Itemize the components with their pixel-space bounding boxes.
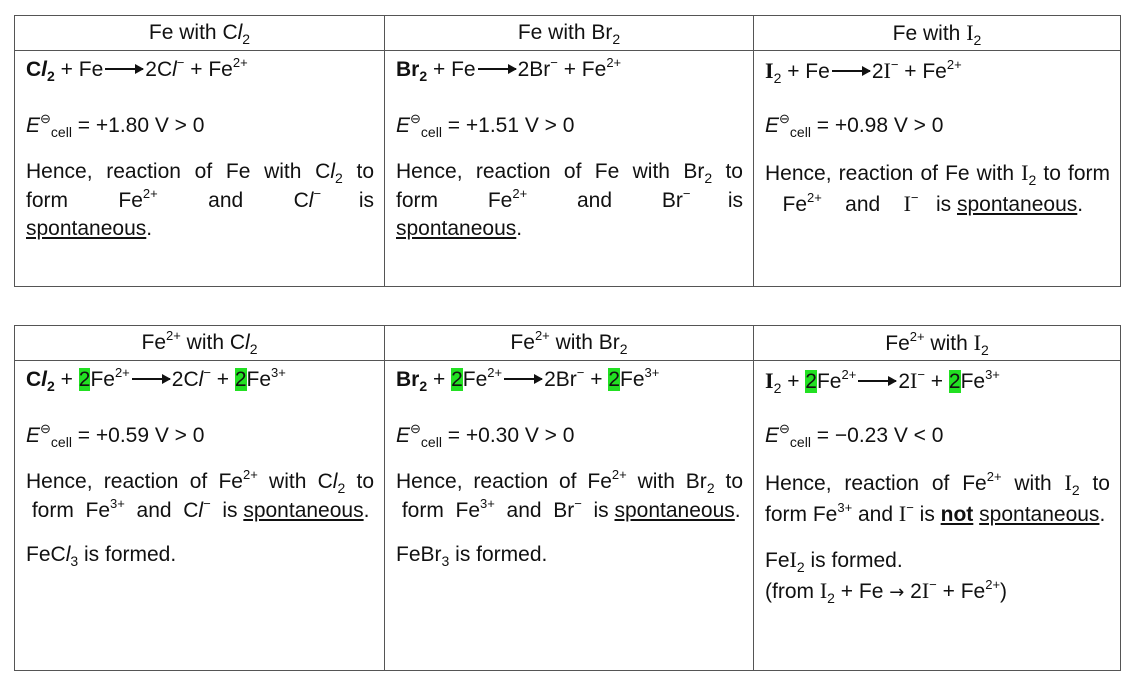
product: FeI$_2$ is formed. (from $I_2 + Fe \to 2I^- + Fe^{2+}$) [765,547,1008,606]
conclusion: Hence, reaction of Fe with $Cl_2$ to form $Fe^{2+}$ and Cl− is spontaneous. [26,160,374,241]
equation: $Cl_2 + 2Fe^{2+}$ $2Cl^- + 2Fe^{3+}$ [26,365,286,394]
header-fe-i2: Fe with $I_2$ [754,16,1121,51]
cell-fe2-br2 [385,361,754,671]
e-cell: $E^⊖_{cell} = +0.59$ V > 0 [26,421,205,450]
e-cell: $E^⊖_{cell} = +0.30$ V > 0 [396,421,575,450]
conclusion: Hence, reaction of $Fe^{2+}$ with $Cl_2$ to form $Fe^{3+}$ and Cl− is spontaneous. [26,467,374,522]
conclusion: Hence, reaction of Fe with $I_2$ to form $Fe^{2+}$ and I− is spontaneous. [765,160,1110,216]
table-fe2-reactions [14,325,1121,671]
e-cell: $E^⊖_{cell} = +1.80$ V > 0 [26,111,205,140]
cell-fe-i2 [754,51,1121,287]
cell-fe-br2 [385,51,754,287]
e-cell: $E^⊖_{cell} = +1.51$ V > 0 [396,111,575,140]
header-fe2-i2: $Fe^{2+}$ with $I_2$ [754,326,1121,361]
table-fe-reactions [14,15,1121,287]
header-fe-br2: Fe with $Br_2$ [385,16,754,51]
cell-fe2-i2 [754,361,1121,671]
header-fe2-br2: $Fe^{2+}$ with $Br_2$ [385,326,754,361]
equation: $Br_2 + 2Fe^{2+}$ $2Br^- + 2Fe^{3+}$ [396,365,660,394]
cell-fe-cl2 [15,51,385,287]
equation: $I_2 + 2Fe^{2+}$ $2I^- + 2Fe^{3+}$ [765,367,1000,396]
equation: $I_2 + Fe$ $2I^- + Fe^{2+}$ [765,57,962,86]
e-cell: $E^⊖_{cell} = -0.23$ V < 0 [765,421,944,450]
equation: $Cl_2 + Fe$ $2Cl^- + Fe^{2+}$ [26,55,248,84]
equation: $Br_2 + Fe$ $2Br^- + Fe^{2+}$ [396,55,622,84]
cell-fe2-cl2 [15,361,385,671]
product: FeBr$_3$ is formed. [396,543,548,570]
e-cell: $E^⊖_{cell} = +0.98$ V > 0 [765,111,944,140]
header-fe-cl2: Fe with $Cl_2$ [15,16,385,51]
header-fe2-cl2: $Fe^{2+}$ with $Cl_2$ [15,326,385,361]
product: FeCl$_3$ is formed. [26,543,177,570]
conclusion: Hence, reaction of $Fe^{2+}$ with $Br_2$ to form $Fe^{3+}$ and Br− is spontaneous. [396,467,743,522]
conclusion: Hence, reaction of Fe with $Br_2$ to form $Fe^{2+}$ and Br− is spontaneous. [396,160,744,241]
conclusion: Hence, reaction of $Fe^{2+}$ with $I_2$ to form $Fe^{3+}$ and I− is not spontaneous. [765,469,1110,526]
